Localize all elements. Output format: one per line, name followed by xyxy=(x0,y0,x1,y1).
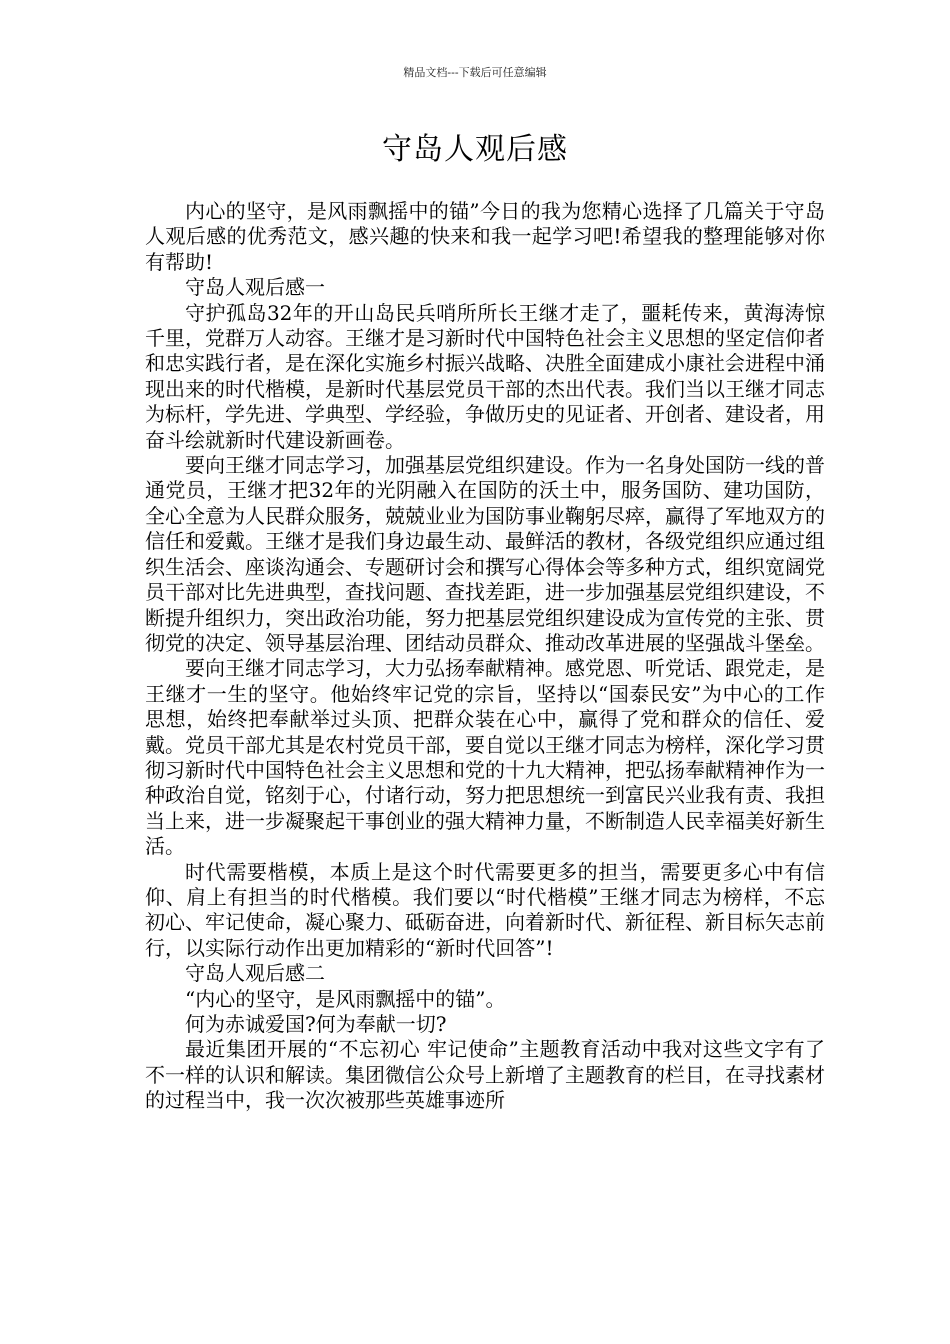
document-title: 守岛人观后感 xyxy=(382,132,568,167)
paragraph: 时代需要楷模，本质上是这个时代需要更多的担当，需要更多心中有信仰、肩上有担当的时代楷模。我们要以“时代楷模”王继才同志为榜样，不忘初心、牢记使命，凝心聚力、砥砺奋进，向着新时代、新征程、新目标矢志前行，以实际行动作出更加精彩的“新时代回答”! xyxy=(145,859,825,960)
section-heading-two: 守岛人观后感二 xyxy=(185,961,325,986)
paragraph-quote: “内心的坚守，是风雨飘摇中的锚”。 xyxy=(185,986,506,1011)
paragraph: 守护孤岛32年的开山岛民兵哨所所长王继才走了，噩耗传来，黄海涛惊千里，党群万人动容。王继才是习新时代中国特色社会主义思想的坚定信仰者和忠实践行者，是在深化实施乡村振兴战略、决胜全面建成小康社会进程中涌现出来的时代楷模，是新时代基层党员干部的杰出代表。我们当以王继才同志为标杆，学先进、学典型、学经验，争做历史的见证者、开创者、建设者，用奋斗绘就新时代建设新画卷。 xyxy=(145,300,825,452)
paragraph: 要向王继才同志学习，加强基层党组织建设。作为一名身处国防一线的普通党员，王继才把32年的光阴融入在国防的沃土中，服务国防、建功国防，全心全意为人民群众服务，兢兢业业为国防事业鞠躬尽瘁，赢得了军地双方的信任和爱戴。王继才是我们身边最生动、最鲜活的教材，各级党组织应通过组织生活会、座谈沟通会、专题研讨会和撰写心得体会等多种方式，组织宽阔党员干部对比先进典型，查找问题、查找差距，进一步加强基层党组织建设，不断提升组织力，突出政治功能，努力把基层党组织建设成为宣传党的主张、贯彻党的决定、领导基层治理、团结动员群众、推动改革进展的坚强战斗堡垒。 xyxy=(145,453,825,655)
paragraph: 最近集团开展的“不忘初心 牢记使命”主题教育活动中我对这些文字有了不一样的认识和解读。集团微信公众号上新增了主题教育的栏目，在寻找素材的过程当中，我一次次被那些英雄事迹所 xyxy=(145,1037,825,1113)
page-header: 精品文档---下载后可任意编辑 xyxy=(403,66,547,79)
paragraph: 要向王继才同志学习，大力弘扬奉献精神。感党恩、听党话、跟党走，是王继才一生的坚守。他始终牢记党的宗旨，坚持以“国泰民安”为中心的工作思想，始终把奉献举过头顶、把群众装在心中，赢得了党和群众的信任、爱戴。党员干部尤其是农村党员干部，要自觉以王继才同志为榜样，深化学习贯彻习新时代中国特色社会主义思想和党的十九大精神，把弘扬奉献精神作为一种政治自觉，铭刻于心，付诸行动，努力把思想统一到富民兴业我有责、我担当上来，进一步凝聚起干事创业的强大精神力量，不断制造人民幸福美好新生活。 xyxy=(145,656,825,859)
section-heading-one: 守岛人观后感一 xyxy=(185,275,325,300)
document-body xyxy=(145,199,825,1114)
paragraph-intro: 内心的坚守，是风雨飘摇中的锚”今日的我为您精心选择了几篇关于守岛人观后感的优秀范文，感兴趣的快来和我一起学习吧!希望我的整理能够对你有帮助! xyxy=(145,199,825,274)
paragraph-question: 何为赤诚爱国?何为奉献一切? xyxy=(185,1012,447,1036)
